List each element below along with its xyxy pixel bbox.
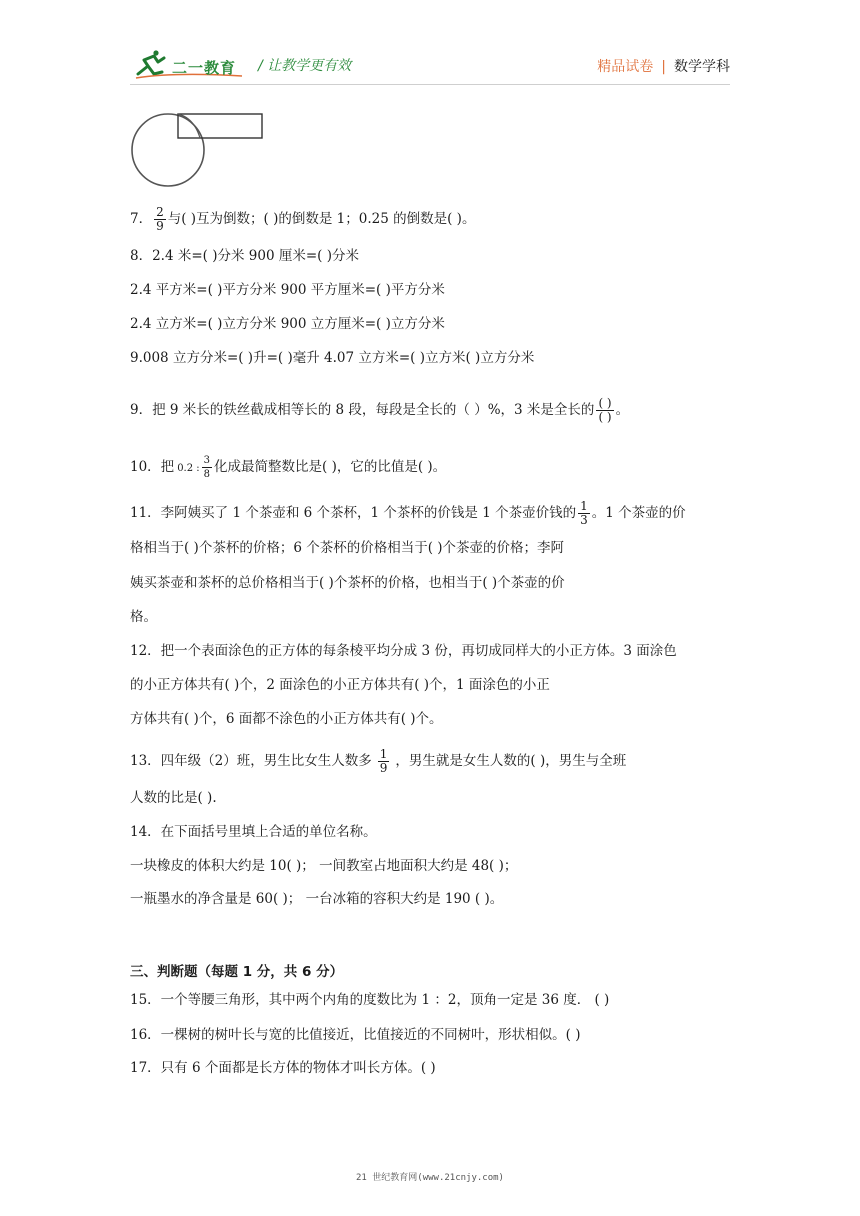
- section-3-title: 三、判断题（每题 1 分，共 6 分）: [130, 964, 344, 980]
- logo-text: 二一教育: [172, 59, 237, 77]
- fraction-2-9: $\frac{2}{9}$: [156, 205, 164, 233]
- question-12-row-2: 的小正方体共有( )个，2 面涂色的小正方体共有( )个，1 面涂色的小正: [130, 677, 550, 693]
- question-11-row-4: 格。: [130, 609, 157, 625]
- question-10: 10．把 0.2 : $\frac{3}{8}$ 化成最简整数比是( )，它的比值是( )。: [130, 455, 447, 480]
- question-15: 15．一个等腰三角形，其中两个内角的度数比为 1 ：2，顶角一定是 36 度． ( ): [130, 992, 610, 1008]
- question-14-row-1: 14．在下面括号里填上合适的单位名称。: [130, 824, 377, 840]
- header-right: [597, 56, 730, 76]
- question-11-row-3: 姨买茶壶和茶杯的总价格相当于( )个茶杯的价格，也相当于( )个茶壶的价: [130, 575, 565, 591]
- question-12-row-3: 方体共有( )个，6 面都不涂色的小正方体共有( )个。: [130, 711, 443, 727]
- page-header: [0, 0, 860, 100]
- question-13-row-1: 13．四年级（2）班，男生比女生人数多 $\frac{1}{9}$ ，男生就是女生人数的( )，男生与全班: [130, 747, 627, 775]
- fraction-3-8: $\frac{3}{8}$: [203, 455, 211, 480]
- question-8-row-2: 2.4 平方米=( )平方分米 900 平方厘米=( )平方分米: [130, 282, 445, 298]
- header-label-primary: 精品试卷: [597, 59, 654, 75]
- question-8-row-3: 2.4 立方米=( )立方分米 900 立方厘米=( )立方分米: [130, 316, 445, 332]
- fraction-1-3: $\frac{1}{3}$: [580, 499, 588, 527]
- header-label-subject: 数学学科: [674, 59, 730, 75]
- question-13-row-2: 人数的比是( ).: [130, 790, 217, 806]
- page-footer: 21 世纪教育网(www.21cnjy.com): [356, 1173, 504, 1183]
- question-8-row-1: 8．2.4 米=( )分米 900 厘米=( )分米: [130, 248, 359, 264]
- fraction-blank: $\frac{( )}{( )}$: [598, 396, 612, 424]
- question-7: 7． $\frac{2}{9}$ 与( )互为倒数；( )的倒数是 1；0.25 的倒数是( )。: [130, 205, 476, 233]
- circle-rectangle-figure: [126, 108, 276, 192]
- question-11-row-1: 11．李阿姨买了 1 个茶壶和 6 个茶杯，1 个茶杯的价钱是 1 个茶壶价钱的 $\frac{1}{3}$ 。1 个茶壶的价: [130, 499, 686, 527]
- header-separator: |: [661, 59, 666, 75]
- fraction-1-9: $\frac{1}{9}$: [379, 747, 388, 775]
- question-14-row-2: 一块橡皮的体积大约是 10( )； 一间教室占地面积大约是 48( )；: [130, 858, 518, 874]
- ratio-lhs: 0.2 :: [177, 463, 200, 474]
- slogan: / 让教学更有效: [258, 58, 352, 74]
- question-16: 16．一棵树的树叶长与宽的比值接近，比值接近的不同树叶，形状相似。( ): [130, 1027, 581, 1043]
- header-divider: [130, 84, 730, 85]
- question-14-row-3: 一瓶墨水的净含量是 60( )； 一台冰箱的容积大约是 190 ( )。: [130, 891, 504, 907]
- question-9: 9．把 9 米长的铁丝截成相等长的 8 段，每段是全长的（ ）%，3 米是全长的 $\frac{( )}{( )}$ 。: [130, 396, 630, 424]
- question-11-row-2: 格相当于( )个茶杯的价格；6 个茶杯的价格相当于( )个茶壶的价格；李阿: [130, 540, 565, 556]
- question-17: 17．只有 6 个面都是长方体的物体才叫长方体。( ): [130, 1060, 436, 1076]
- question-8-row-4: 9.008 立方分米=( )升=( )毫升 4.07 立方米=( )立方米( )立方分米: [130, 350, 535, 366]
- question-12-row-1: 12．把一个表面涂色的正方体的每条棱平均分成 3 份，再切成同样大的小正方体。3 面涂色: [130, 643, 677, 659]
